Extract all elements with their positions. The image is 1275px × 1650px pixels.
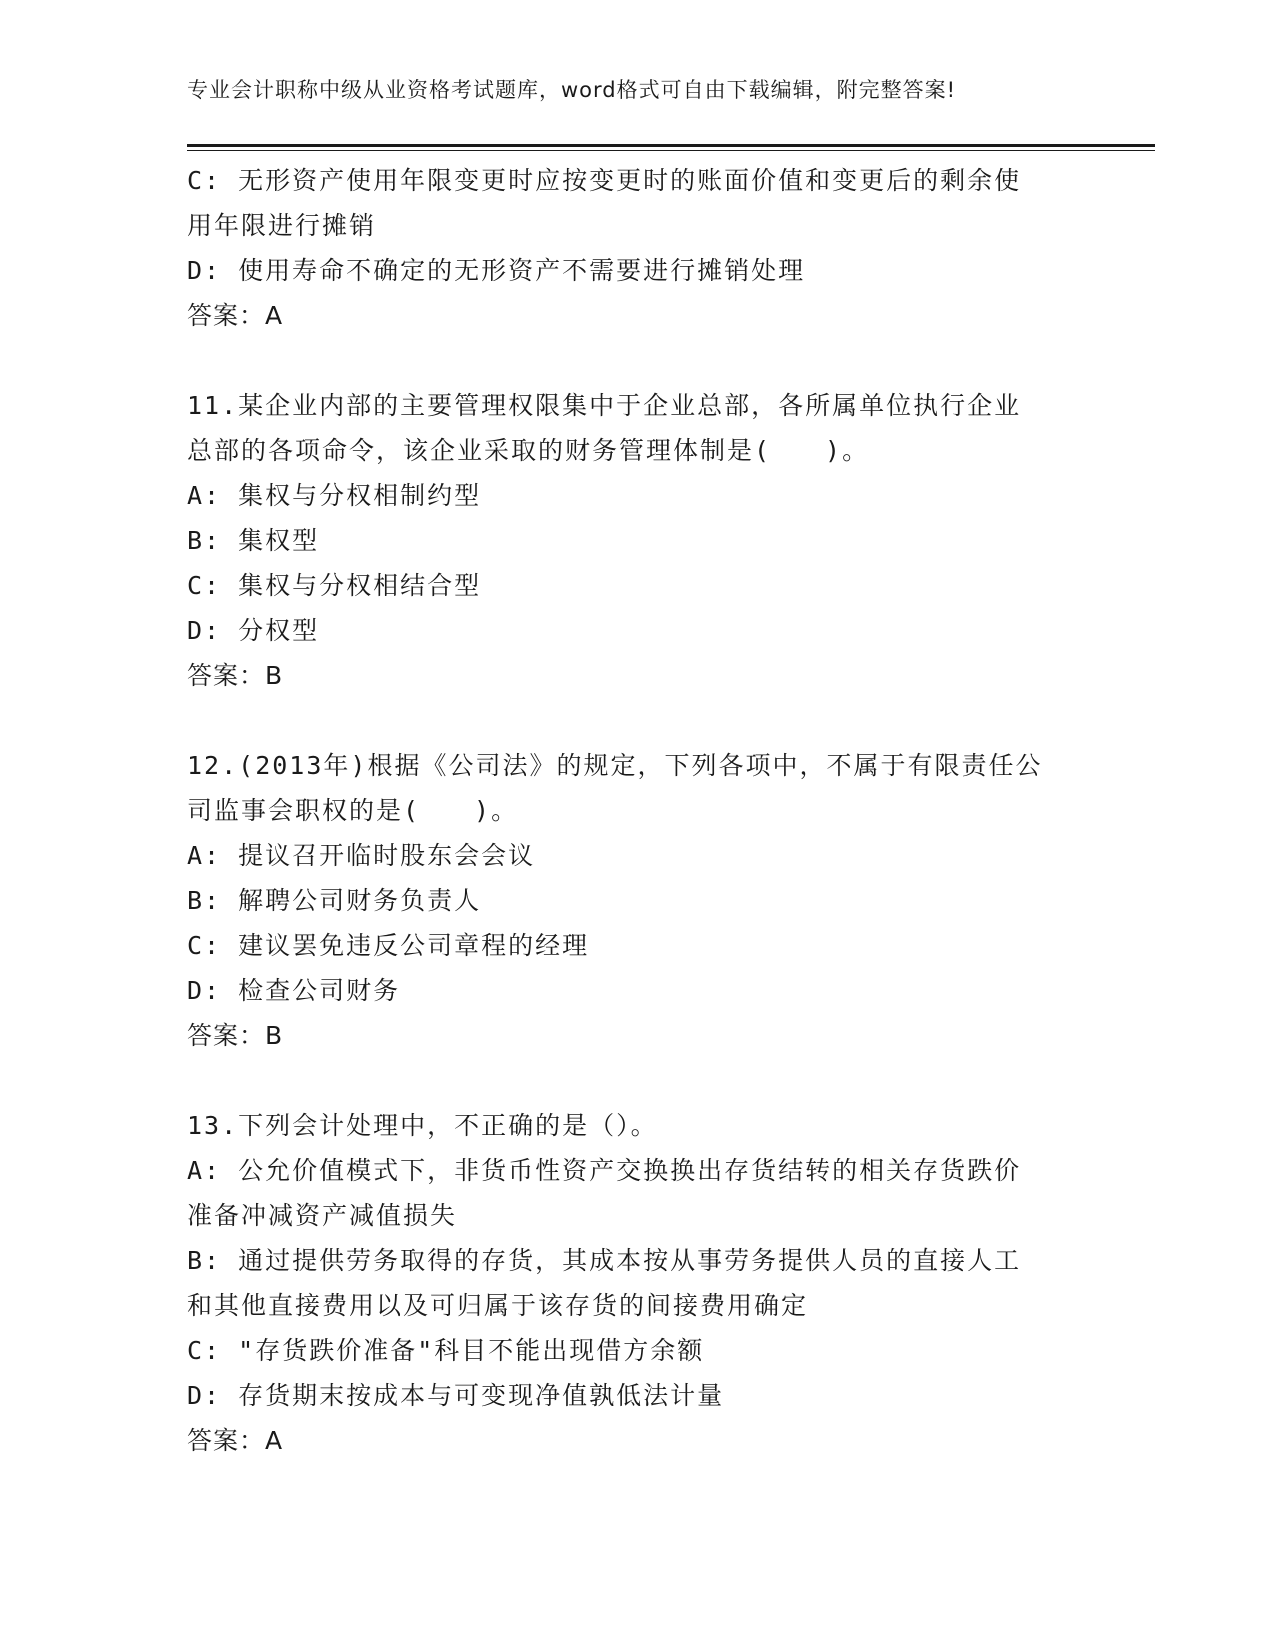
q11-option-a: A: 集权与分权相制约型	[187, 481, 482, 510]
q13-option-d: D: 存货期末按成本与可变现净值孰低法计量	[187, 1381, 725, 1410]
q10-option-c-line2: 用年限进行摊销	[187, 211, 377, 240]
q11-stem-line1: 11.某企业内部的主要管理权限集中于企业总部，各所属单位执行企业	[187, 391, 1022, 420]
question-list	[187, 158, 1087, 1463]
q10-answer: 答案：A	[187, 301, 284, 330]
q12-answer: 答案：B	[187, 1021, 284, 1050]
page-header: 专业会计职称中级从业资格考试题库，word格式可自由下载编辑，附完整答案!	[187, 78, 957, 102]
q11-option-c: C: 集权与分权相结合型	[187, 571, 482, 600]
q12-stem-line2: 司监事会职权的是( )。	[187, 796, 519, 825]
q13-option-a-line2: 准备冲减资产减值损失	[187, 1201, 458, 1230]
q12-option-d: D: 检查公司财务	[187, 976, 401, 1005]
q13-answer: 答案：A	[187, 1426, 284, 1455]
spacer	[187, 1058, 1087, 1103]
q12-option-a: A: 提议召开临时股东会会议	[187, 841, 536, 870]
q10-option-c-line1: C: 无形资产使用年限变更时应按变更时的账面价值和变更后的剩余使	[187, 166, 1022, 195]
q11-answer: 答案：B	[187, 661, 284, 690]
header-rule-thin	[187, 150, 1155, 151]
q13-option-a-line1: A: 公允价值模式下，非货币性资产交换换出存货结转的相关存货跌价	[187, 1156, 1022, 1185]
q12-option-b: B: 解聘公司财务负责人	[187, 886, 482, 915]
q13-option-b-line2: 和其他直接费用以及可归属于该存货的间接费用确定	[187, 1291, 809, 1320]
q11-option-d: D: 分权型	[187, 616, 320, 645]
q13-option-b-line1: B: 通过提供劳务取得的存货，其成本按从事劳务提供人员的直接人工	[187, 1246, 1022, 1275]
spacer	[187, 338, 1087, 383]
q11-stem-line2: 总部的各项命令，该企业采取的财务管理体制是( )。	[187, 436, 870, 465]
spacer	[187, 698, 1087, 743]
q13-stem: 13.下列会计处理中，不正确的是（）。	[187, 1111, 658, 1140]
q12-stem-line1: 12.(2013年)根据《公司法》的规定，下列各项中，不属于有限责任公	[187, 751, 1043, 780]
header-rule-thick	[187, 144, 1155, 147]
q12-option-c: C: 建议罢免违反公司章程的经理	[187, 931, 590, 960]
q11-option-b: B: 集权型	[187, 526, 320, 555]
q10-option-d: D: 使用寿命不确定的无形资产不需要进行摊销处理	[187, 256, 806, 285]
q13-option-c: C: "存货跌价准备"科目不能出现借方余额	[187, 1336, 705, 1365]
